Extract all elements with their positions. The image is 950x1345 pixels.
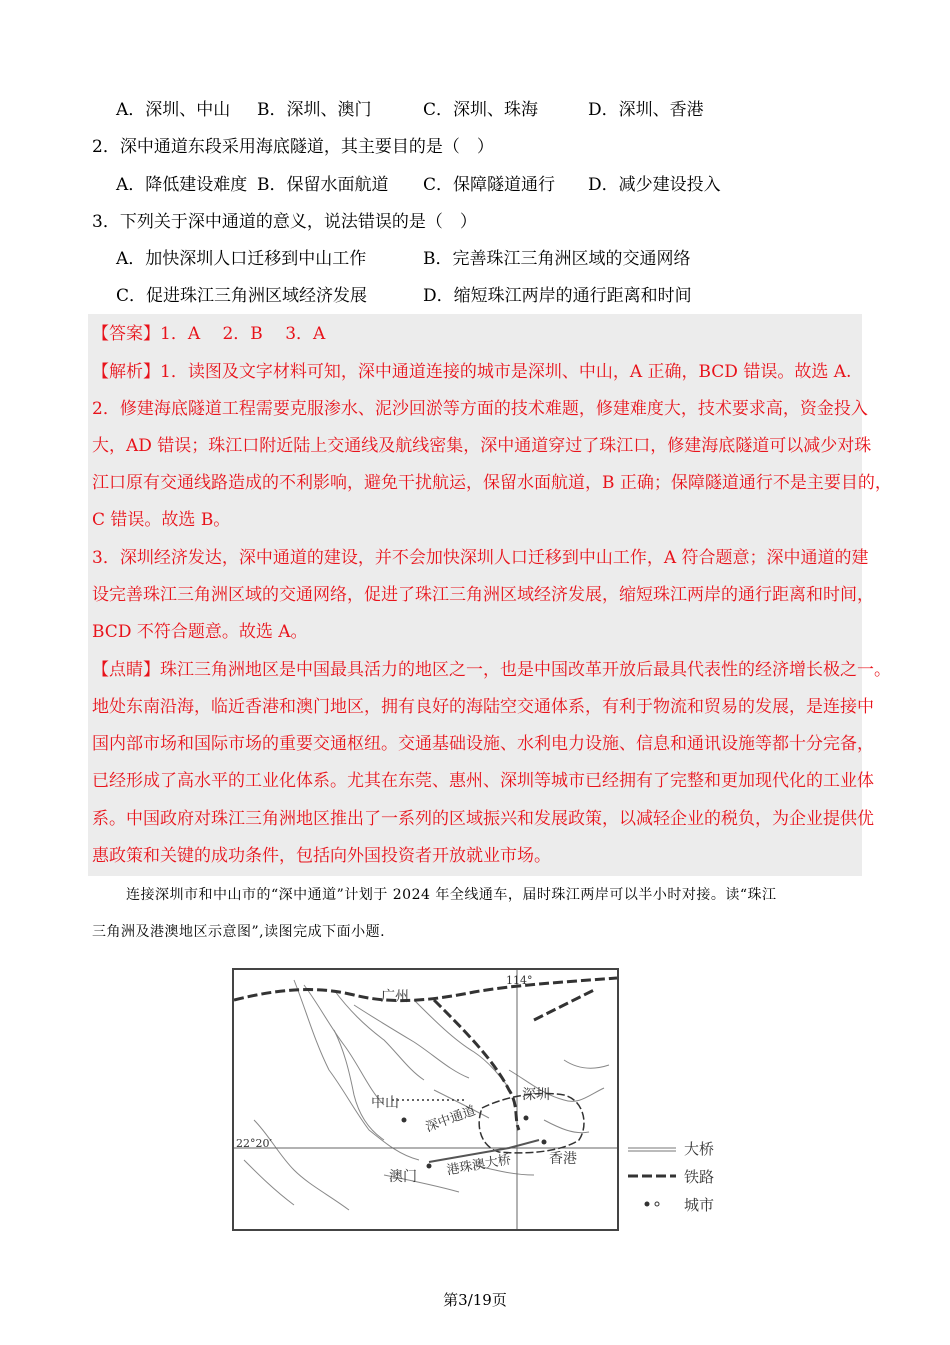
analysis-line: 【解析】1．读图及文字材料可知，深中通道连接的城市是深圳、中山，A 正确，BCD 错误。故选 A. [92, 362, 852, 382]
answer-line: 【答案】1．A 2．B 3．A [92, 324, 326, 344]
analysis-line: 已经形成了高水平的工业化体系。尤其在东莞、惠州、深圳等城市已经拥有了完整和更加现代化的工业体 [92, 771, 874, 791]
q3-option-c: C．促进珠江三角洲区域经济发展 [116, 286, 368, 306]
label-guangzhou: 广州 [381, 989, 409, 1005]
q1-option-b: B．深圳、澳门 [257, 100, 372, 120]
analysis-line: 2．修建海底隧道工程需要克服渗水、泥沙回淤等方面的技术难题，修建难度大，技术要求高，资金投入 [92, 399, 868, 419]
railway-line [234, 978, 617, 1001]
label-latitude: 22°20′ [236, 1137, 272, 1150]
q2-option-c: C．保障隧道通行 [423, 175, 556, 195]
map-legend-symbols [628, 1140, 680, 1210]
q3-option-b: B．完善珠江三角洲区域的交通网络 [423, 249, 691, 269]
label-shenzhong-channel: 深中通道 [423, 1103, 478, 1136]
analysis-line: 设完善珠江三角洲区域的交通网络，促进了珠江三角洲区域经济发展，缩短珠江两岸的通行距离和时间， [92, 585, 874, 605]
label-longitude: 114° [506, 974, 533, 987]
q2-option-d: D．减少建设投入 [588, 175, 721, 195]
legend-city-symbol [645, 1202, 650, 1207]
q1-option-d: D．深圳、香港 [588, 100, 704, 120]
legend-city-label: 城市 [684, 1196, 715, 1214]
q3-stem: 3．下列关于深中通道的意义，说法错误的是（ ） [92, 212, 477, 232]
city-dot-zhongshan [402, 1118, 407, 1123]
legend-railway-label: 铁路 [684, 1168, 715, 1186]
city-dot-shenzhen [524, 1116, 529, 1121]
page-number: 第3/19页 [443, 1291, 507, 1309]
analysis-line: BCD 不符合题意。故选 A。 [92, 622, 308, 642]
city-dot-macau [427, 1164, 432, 1169]
analysis-line: 【点睛】珠江三角洲地区是中国最具活力的地区之一，也是中国改革开放后最具代表性的经济增长极之一。 [92, 660, 891, 680]
q3-option-a: A．加快深圳人口迁移到中山工作 [116, 249, 367, 269]
q2-option-a: A．降低建设难度 [116, 175, 248, 195]
city-dot-hongkong [542, 1140, 547, 1145]
q1-option-a: A．深圳、中山 [116, 100, 231, 120]
label-macau: 澳门 [389, 1169, 417, 1185]
intro-line-2: 三角洲及港澳地区示意图”,读图完成下面小题. [92, 924, 386, 940]
analysis-line: 大，AD 错误；珠江口附近陆上交通线及航线密集，深中通道穿过了珠江口，修建海底隧道可以减少对珠 [92, 436, 872, 456]
analysis-line: 江口原有交通线路造成的不利影响，避免干扰航运，保留水面航道，B 正确；保障隧道通行不是主要目的， [92, 473, 892, 493]
label-hongkong: 香港 [549, 1151, 577, 1167]
pearl-river-delta-map [232, 968, 619, 1231]
q2-stem: 2．深中通道东段采用海底隧道，其主要目的是（ ） [92, 137, 494, 157]
legend-bridge-label: 大桥 [684, 1140, 715, 1158]
intro-line-1: 连接深圳市和中山市的“深中通道”计划于 2024 年全线通车，届时珠江两岸可以半小时对接。读“珠江 [126, 887, 777, 903]
label-shenzhen: 深圳 [522, 1087, 550, 1103]
analysis-line: 3．深圳经济发达，深中通道的建设，并不会加快深圳人口迁移到中山工作，A 符合题意；深中通道的建 [92, 548, 869, 568]
analysis-line: 国内部市场和国际市场的重要交通枢纽。交通基础设施、水利电力设施、信息和通讯设施等都十分完备， [92, 734, 874, 754]
analysis-line: 系。中国政府对珠江三角洲地区推出了一系列的区域振兴和发展政策，以减轻企业的税负，为企业提供优 [92, 809, 874, 829]
analysis-line: 惠政策和关键的成功条件，包括向外国投资者开放就业市场。 [92, 846, 551, 866]
railway-line [534, 990, 594, 1020]
label-hzm-bridge: 港珠澳大桥 [445, 1152, 513, 1179]
analysis-line: 地处东南沿海，临近香港和澳门地区，拥有良好的海陆空交通体系，有利于物流和贸易的发展，是连接中 [92, 697, 874, 717]
coastline [244, 980, 609, 1210]
q1-option-c: C．深圳、珠海 [423, 100, 539, 120]
map-drawing [234, 970, 617, 1229]
analysis-line: C 错误。故选 B。 [92, 510, 231, 530]
q3-option-d: D．缩短珠江两岸的通行距离和时间 [423, 286, 692, 306]
label-zhongshan: 中山 [371, 1095, 399, 1111]
q2-option-b: B．保留水面航道 [257, 175, 389, 195]
